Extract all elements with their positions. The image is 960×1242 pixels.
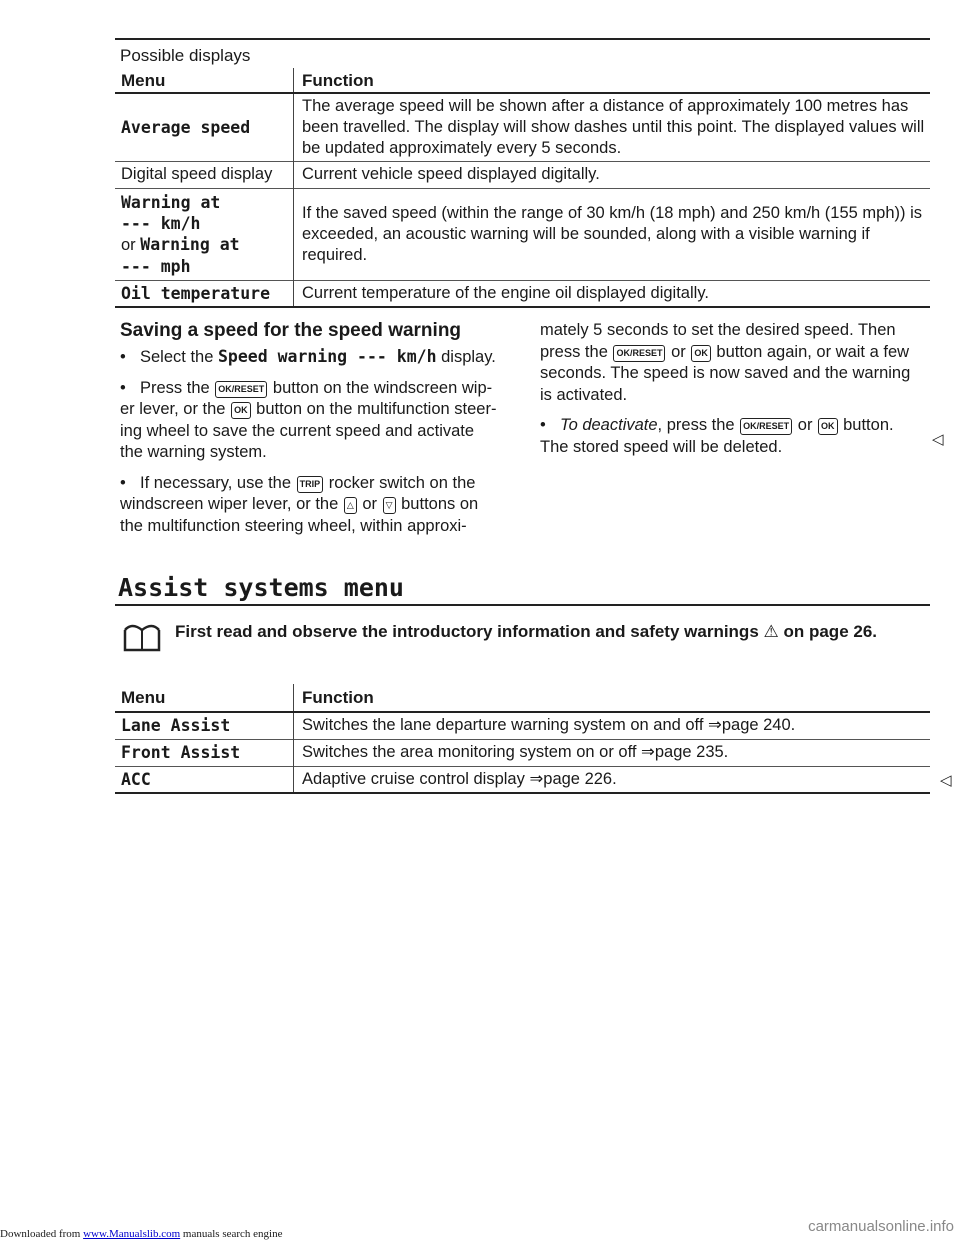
down-arrow-key-icon: ▽	[383, 497, 396, 514]
text: buttons on	[396, 495, 479, 513]
text: on page 26.	[778, 622, 877, 641]
col-menu-header: Menu	[121, 70, 166, 90]
text: the warning system.	[120, 443, 267, 461]
col-function-header: Function	[294, 684, 931, 712]
bullet-item	[120, 473, 520, 538]
function-cell: Switches the lane departure warning system on and off ⇒page 240.	[294, 712, 931, 739]
saving-right-column	[540, 320, 930, 458]
function-cell: Current temperature of the engine oil displayed digitally.	[294, 280, 931, 307]
bullet-item	[120, 378, 520, 464]
saving-heading: Saving a speed for the speed warning	[120, 320, 462, 341]
ok-key-icon: OK	[818, 418, 838, 435]
trip-key-icon: TRIP	[297, 476, 324, 493]
text: The stored speed will be deleted.	[540, 437, 783, 456]
text: Downloaded from	[0, 1228, 84, 1240]
text: Select the	[140, 348, 218, 366]
function-cell: The average speed will be shown after a distance of approximately 100 metres has been travelled. The display will show dashes until this point. The displayed values will be updated approximately every 5 seconds.	[294, 93, 931, 161]
table-row	[115, 712, 930, 739]
menu-code: Speed warning --- km/h	[217, 347, 437, 366]
end-mark-icon: ◁	[932, 431, 944, 448]
up-arrow-key-icon: △	[344, 497, 357, 514]
text: Press the	[140, 378, 215, 397]
menu-cell: ACC	[115, 766, 294, 793]
manualslib-link[interactable]: www.Manualslib.com	[83, 1228, 181, 1240]
menu-cell: Lane Assist	[115, 712, 294, 739]
menu-code: Warning at	[140, 234, 240, 254]
menu-cell: Oil temperature	[115, 280, 294, 307]
bullet-dot: •	[120, 378, 126, 397]
table-row	[115, 766, 930, 793]
text: press the	[540, 342, 613, 361]
table-row	[115, 188, 930, 280]
table-row	[115, 93, 930, 161]
table-row	[115, 280, 930, 307]
text: display.	[436, 348, 496, 366]
menu-cell: Digital speed display	[115, 161, 294, 188]
function-cell: Adaptive cruise control display ⇒page 226.	[294, 766, 931, 793]
bullet-dot: •	[120, 473, 126, 492]
text: button on the windscreen wip-	[268, 378, 493, 397]
okreset-key-icon: OK/RESET	[740, 418, 792, 435]
assist-heading: Assist systems menu	[118, 573, 404, 602]
text: button on the multifunction steer-	[251, 400, 497, 418]
safety-notice	[175, 622, 877, 642]
text: button.	[838, 416, 894, 434]
assist-table	[115, 684, 930, 794]
text: manuals search engine	[180, 1228, 283, 1240]
footer	[0, 1228, 282, 1240]
menu-cell: Average speed	[115, 93, 294, 161]
text: seconds. The speed is now saved and the warning	[540, 364, 911, 382]
text: or	[357, 495, 382, 513]
function-cell: If the saved speed (within the range of 30 km/h (18 mph) and 250 km/h (155 mph)) is exceeded, an acoustic warning will be sounded, along with a visible warning if required.	[294, 188, 931, 280]
text: is activated.	[540, 385, 628, 404]
text: If necessary, use the	[140, 473, 296, 492]
menu-line: --- km/h	[121, 213, 201, 233]
function-cell: Current vehicle speed displayed digitally.	[294, 161, 931, 188]
bullet-item	[120, 346, 520, 369]
text: or	[793, 416, 818, 434]
book-icon	[122, 620, 162, 652]
end-mark-icon: ◁	[940, 772, 952, 789]
saving-left-column	[120, 346, 520, 537]
col-menu-header: Menu	[121, 688, 166, 707]
table-row	[115, 739, 930, 766]
possible-displays-heading: Possible displays	[120, 46, 251, 65]
ok-key-icon: OK	[691, 345, 711, 362]
table-header-row	[115, 684, 930, 712]
possible-displays-table	[115, 68, 930, 308]
warning-icon: ⚠	[763, 622, 779, 641]
table-header-row	[115, 68, 930, 93]
assist-rule	[115, 604, 930, 606]
okreset-key-icon: OK/RESET	[613, 345, 665, 362]
top-rule	[115, 38, 930, 40]
menu-line: Warning at	[121, 192, 221, 212]
function-cell: Switches the area monitoring system on or off ⇒page 235.	[294, 739, 931, 766]
bullet-dot: •	[120, 348, 126, 366]
text: or	[666, 342, 691, 361]
menu-cell	[115, 188, 294, 280]
menu-line: --- mph	[121, 256, 191, 276]
col-function-header: Function	[294, 68, 931, 93]
okreset-key-icon: OK/RESET	[215, 381, 267, 398]
text: rocker switch on the	[324, 473, 476, 492]
menu-line	[121, 234, 293, 256]
text: mately 5 seconds to set the desired speed. Then	[540, 321, 896, 339]
text: To deactivate	[560, 416, 658, 434]
watermark: carmanualsonline.info	[808, 1218, 954, 1235]
text: First read and observe the introductory information and safety warnings	[175, 622, 764, 641]
text: ing wheel to save the current speed and activate	[120, 421, 475, 440]
or-text: or	[121, 235, 141, 254]
ok-key-icon: OK	[231, 402, 251, 419]
text: the multifunction steering wheel, within approxi-	[120, 516, 467, 535]
menu-cell: Front Assist	[115, 739, 294, 766]
bullet-dot: •	[540, 416, 546, 434]
text: windscreen wiper lever, or the	[120, 495, 343, 513]
text: button again, or wait a few	[711, 342, 910, 361]
text: er lever, or the	[120, 400, 231, 418]
table-row	[115, 161, 930, 188]
text: , press the	[657, 416, 740, 434]
